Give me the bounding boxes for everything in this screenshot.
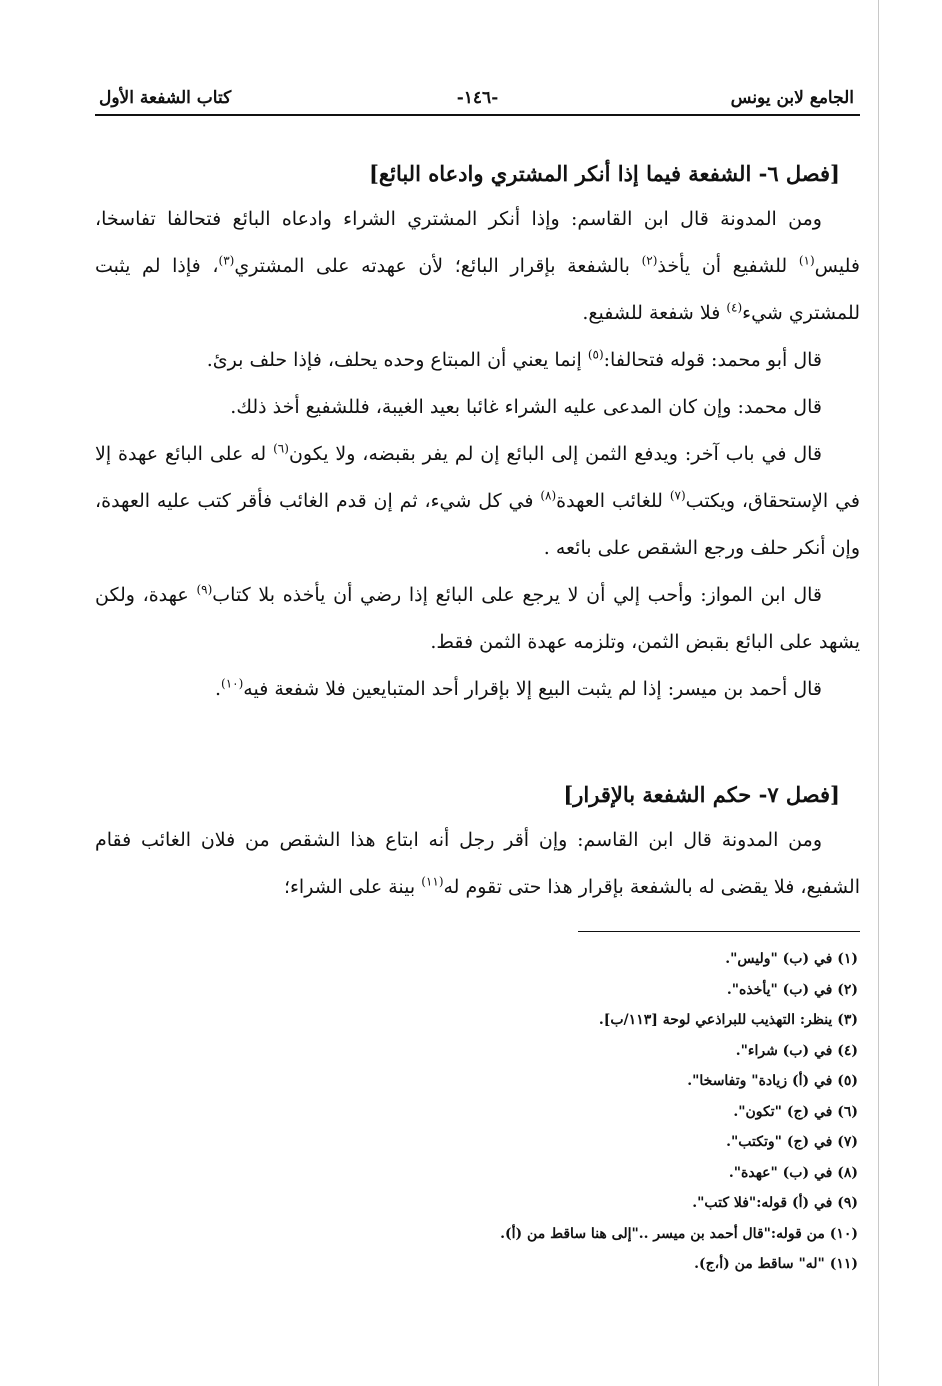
book-title: الجامع لابن يونس xyxy=(730,88,854,108)
footnote: (١) في (ب) "وليس". xyxy=(725,951,858,967)
text-run: قال في باب آخر: ويدفع الثمن إلى البائع إن لم يفر بقبضه، ولا يكون xyxy=(288,443,823,465)
footnote-ref: (٥) xyxy=(587,347,604,362)
footnote-ref: (١١) xyxy=(421,874,444,889)
text-run: ومن المدونة قال ابن القاسم: وإذا أنكر المشتري الشراء وادعاه البائع فتحالفا تفاسخا، فليس xyxy=(95,208,860,277)
text-run: قال ابن المواز: وأحب إلي أن لا يرجع على البائع إذا رضي أن يأخذه بلا كتاب xyxy=(212,584,822,606)
text-run: . xyxy=(214,678,222,700)
paragraph xyxy=(95,196,860,337)
paragraph xyxy=(95,337,860,384)
footnote: (٤) في (ب) شراء". xyxy=(735,1042,858,1059)
body-content xyxy=(95,152,860,911)
text-run: فلا شفعة للشفيع. xyxy=(582,302,727,324)
chapter-title: كتاب الشفعة الأول xyxy=(99,88,232,108)
footnote-ref: (١) xyxy=(798,253,815,268)
footnote: (٧) في (ج) "وتكتب". xyxy=(726,1134,858,1150)
page-number: -١٤٦- xyxy=(456,88,499,108)
paragraph xyxy=(95,572,860,666)
text-run: قال أحمد بن ميسر: إذا لم يثبت البيع إلا بإقرار أحد المتبايعين فلا شفعة فيه xyxy=(243,678,822,700)
footnote-separator xyxy=(578,931,860,932)
book-page xyxy=(95,82,860,1280)
text-run: عهدة، ولكن يشهد على البائع بقبض الثمن، وتلزمه عهدة الثمن فقط. xyxy=(95,584,860,653)
text-run: للشفيع أن يأخذ xyxy=(657,255,799,277)
footnote: (٩) في (أ) قوله:"فلا كتب". xyxy=(692,1195,858,1211)
paragraph xyxy=(95,431,860,572)
text-run: ، فإذا لم يثبت للمشتري شيء xyxy=(95,255,860,324)
text-run: إنما يعني أن المبتاع وحده يحلف، فإذا حلف برئ. xyxy=(206,349,588,371)
text-run: ومن المدونة قال ابن القاسم: وإن أقر رجل أنه ابتاع هذا الشقص من فلان الغائب فقام الشفيع، فلا يقضى له بالشفعة بإقرار هذا حتى تقوم له xyxy=(95,829,860,898)
footnote-ref: (١٠) xyxy=(221,676,244,691)
page-margin-rule xyxy=(878,0,879,1386)
footnote-ref: (٨) xyxy=(540,488,557,503)
paragraph xyxy=(95,666,860,713)
paragraph xyxy=(95,817,860,911)
footnotes xyxy=(95,944,860,1280)
section-title: [فصل ٦- الشفعة فيما إذا أنكر المشتري وادعاه البائع] xyxy=(368,161,840,186)
text-run: قال أبو محمد: قوله فتحالفا: xyxy=(603,349,822,371)
footnote: (٣) ينظر: التهذيب للبراذعي لوحة [١١٣/ب]. xyxy=(598,1012,858,1028)
footnote: (١٠) من قوله:"قال أحمد بن ميسر .."إلى هنا ساقط من (أ). xyxy=(500,1225,858,1242)
footnote: (٨) في (ب) "عهدة". xyxy=(728,1164,858,1181)
text-run: له على البائع عهدة إلا في الإستحقاق، ويكتب xyxy=(95,443,860,512)
footnote-ref: (٩) xyxy=(196,582,213,597)
text-run: للغائب العهدة xyxy=(556,490,670,512)
footnote: (١١) "له" ساقط من (أ،ج). xyxy=(694,1256,858,1272)
paragraph xyxy=(95,384,860,431)
footnote-ref: (٣) xyxy=(218,253,235,268)
text-run: في كل شيء، ثم إن قدم الغائب فأقر كتب عليه العهدة، وإن أنكر حلف ورجع الشقص على بائعه . xyxy=(95,490,860,559)
footnote-ref: (٢) xyxy=(641,253,658,268)
text-run: بينة على الشراء؛ xyxy=(283,876,422,898)
footnote: (٥) في (أ) زيادة" وتفاسخا". xyxy=(687,1073,858,1089)
footnote-ref: (٧) xyxy=(669,488,686,503)
text-run: قال محمد: وإن كان المدعى عليه الشراء غائبا بعيد الغيبة، فللشفيع أخذ ذلك. xyxy=(230,396,822,418)
footnote: (٦) في (ج) "تكون". xyxy=(733,1103,858,1120)
footnote-ref: (٦) xyxy=(273,441,289,456)
text-run: بالشفعة بإقرار البائع؛ لأن عهدته على المشتري xyxy=(234,255,642,277)
running-head xyxy=(95,82,860,116)
footnote: (٢) في (ب) "يأخذه". xyxy=(726,981,858,998)
footnote-ref: (٤) xyxy=(726,300,743,315)
section-title: [فصل ٧- حكم الشفعة بالإقرار] xyxy=(563,782,840,807)
